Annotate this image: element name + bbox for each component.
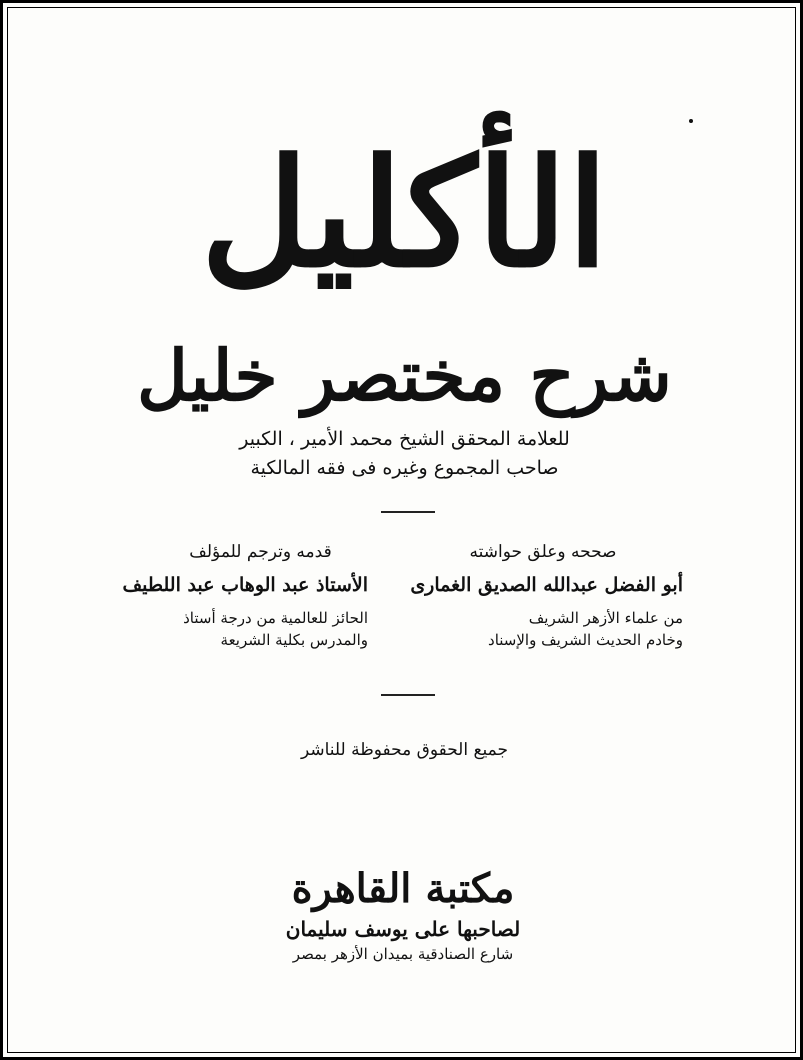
publisher-address: شارع الصنادقية بميدان الأزهر بمصر: [292, 945, 514, 963]
publisher-block: [253, 863, 553, 965]
publisher-owner: لصاحبها على يوسف سليمان: [285, 917, 521, 941]
divider-top: [381, 511, 435, 513]
book-title: الأكليل: [200, 126, 609, 300]
introducer-block: [122, 541, 368, 651]
book-subtitle: شرح مختصر خليل: [137, 334, 672, 417]
author-line: للعلامة المحقق الشيخ محمد الأمير ، الكبير: [239, 428, 570, 450]
scan-speck: [689, 119, 693, 123]
editor-block: [410, 541, 683, 651]
publisher-name: مكتبة القاهرة: [291, 865, 515, 912]
editor-name: أبو الفضل عبدالله الصديق الغمارى: [410, 574, 683, 596]
divider-bottom: [381, 694, 435, 696]
introducer-heading: قدمه وترجم للمؤلف: [189, 542, 332, 562]
editor-heading: صححه وعلق حواشته: [469, 542, 617, 562]
introducer-name: الأستاذ عبد الوهاب عبد اللطيف: [122, 574, 368, 596]
introducer-description-1: الحائز للعالمية من درجة أستاذ: [183, 609, 368, 627]
introducer-description-2: والمدرس بكلية الشريعة: [220, 631, 368, 649]
editor-description-2: وخادم الحديث الشريف والإسناد: [488, 631, 683, 649]
editor-description-1: من علماء الأزهر الشريف: [528, 609, 683, 627]
rights-notice: جميع الحقوق محفوظة للناشر: [300, 740, 509, 760]
author-description: صاحب المجموع وغيره فى فقه المالكية: [250, 457, 559, 479]
